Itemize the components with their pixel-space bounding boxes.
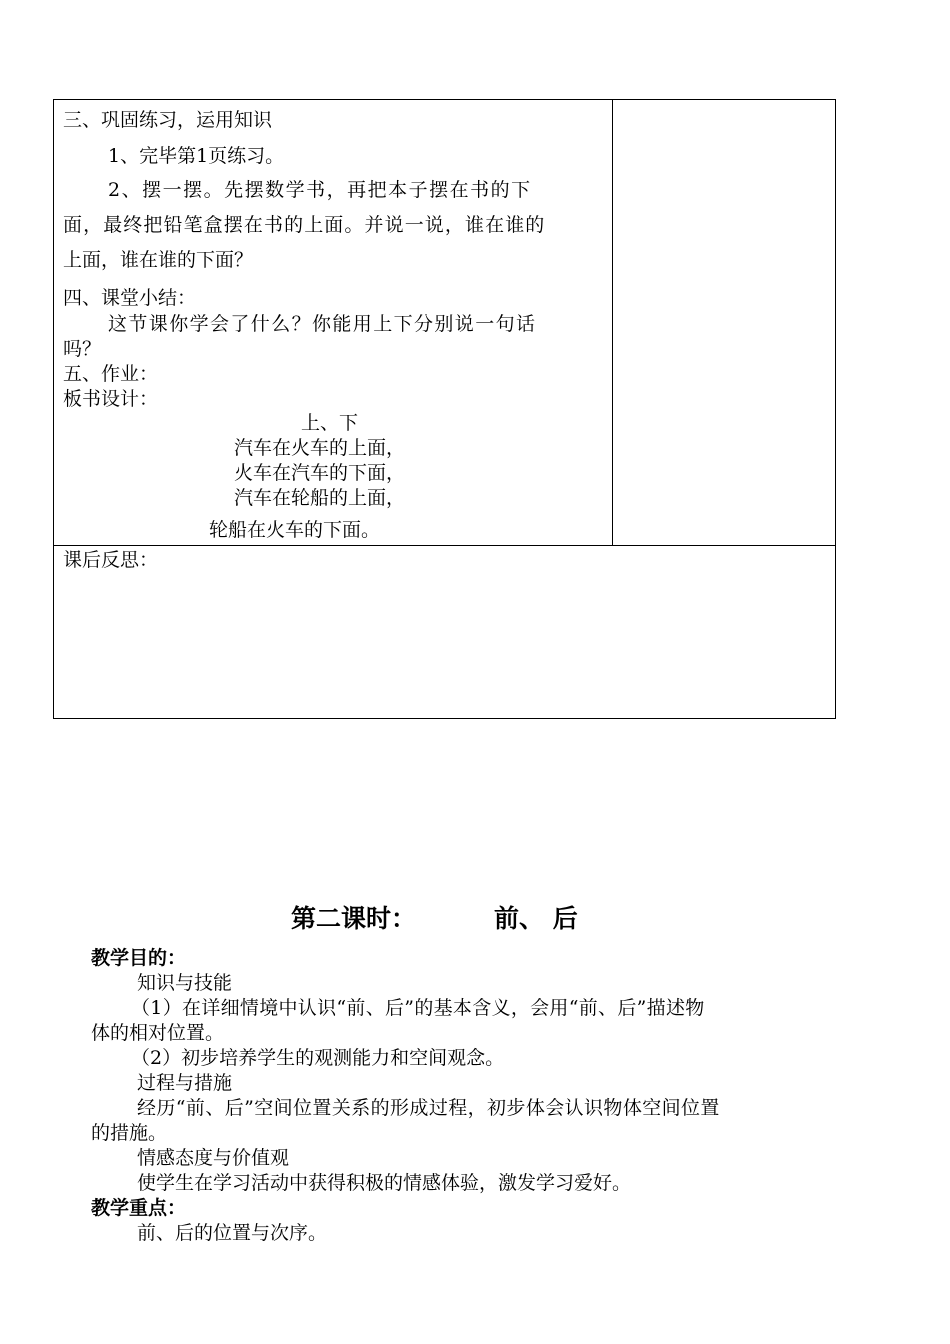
section5-heading: 五、作业： bbox=[63, 363, 159, 385]
notes-cell bbox=[613, 100, 835, 546]
key-points-heading: 教学重点： bbox=[91, 1197, 187, 1219]
summary-line-2: 吗？ bbox=[63, 338, 102, 360]
board-line: 汽车在轮船的上面， bbox=[234, 487, 406, 509]
summary-line-1: 这节课你学会了什么？你能用上下分别说一句话 bbox=[108, 313, 537, 335]
section3-heading: 三、巩固练习，运用知识 bbox=[63, 109, 273, 131]
exercise-2-line-2: 面，最终把铅笔盒摆在书的上面。并说一说，谁在谁的 bbox=[63, 214, 546, 236]
board-line: 汽车在火车的上面， bbox=[234, 437, 406, 459]
lesson2-title-right: 前、 后 bbox=[494, 904, 578, 933]
objectives-heading: 教学目的： bbox=[91, 947, 187, 969]
board-line: 火车在汽车的下面， bbox=[234, 462, 406, 484]
knowledge-heading: 知识与技能 bbox=[137, 972, 233, 994]
objective-2: （2）初步培养学生的观测能力和空间观念。 bbox=[131, 1047, 505, 1069]
reflection-label: 课后反思： bbox=[63, 549, 159, 571]
board-design-heading: 板书设计： bbox=[63, 388, 159, 410]
exercise-2-line-3: 上面，谁在谁的下面？ bbox=[63, 249, 254, 271]
lesson2-title-left: 第二课时： bbox=[291, 904, 417, 933]
emotion-heading: 情感态度与价值观 bbox=[137, 1147, 290, 1169]
exercise-2-line-1: 2、摆一摆。先摆数学书，再把本子摆在书的下 bbox=[108, 179, 532, 201]
objective-1-line-1: （1）在详细情境中认识“前、后”的基本含义，会用“前、后”描述物 bbox=[131, 997, 705, 1019]
emotion-text: 使学生在学习活动中获得积极的情感体验，激发学习爱好。 bbox=[137, 1172, 632, 1194]
key-points-text: 前、后的位置与次序。 bbox=[137, 1222, 328, 1244]
process-line-2: 的措施。 bbox=[91, 1122, 168, 1144]
process-heading: 过程与措施 bbox=[137, 1072, 233, 1094]
reflection-cell bbox=[54, 546, 835, 718]
lesson-table bbox=[53, 99, 836, 719]
objective-1-line-2: 体的相对位置。 bbox=[91, 1022, 225, 1044]
board-title: 上、下 bbox=[301, 412, 359, 434]
process-line-1: 经历“前、后”空间位置关系的形成过程，初步体会认识物体空间位置 bbox=[137, 1097, 720, 1119]
exercise-1: 1、完毕第1页练习。 bbox=[108, 145, 285, 167]
lesson-process-cell bbox=[54, 100, 613, 546]
section4-heading: 四、课堂小结： bbox=[63, 287, 197, 309]
board-line: 轮船在火车的下面。 bbox=[209, 519, 381, 541]
